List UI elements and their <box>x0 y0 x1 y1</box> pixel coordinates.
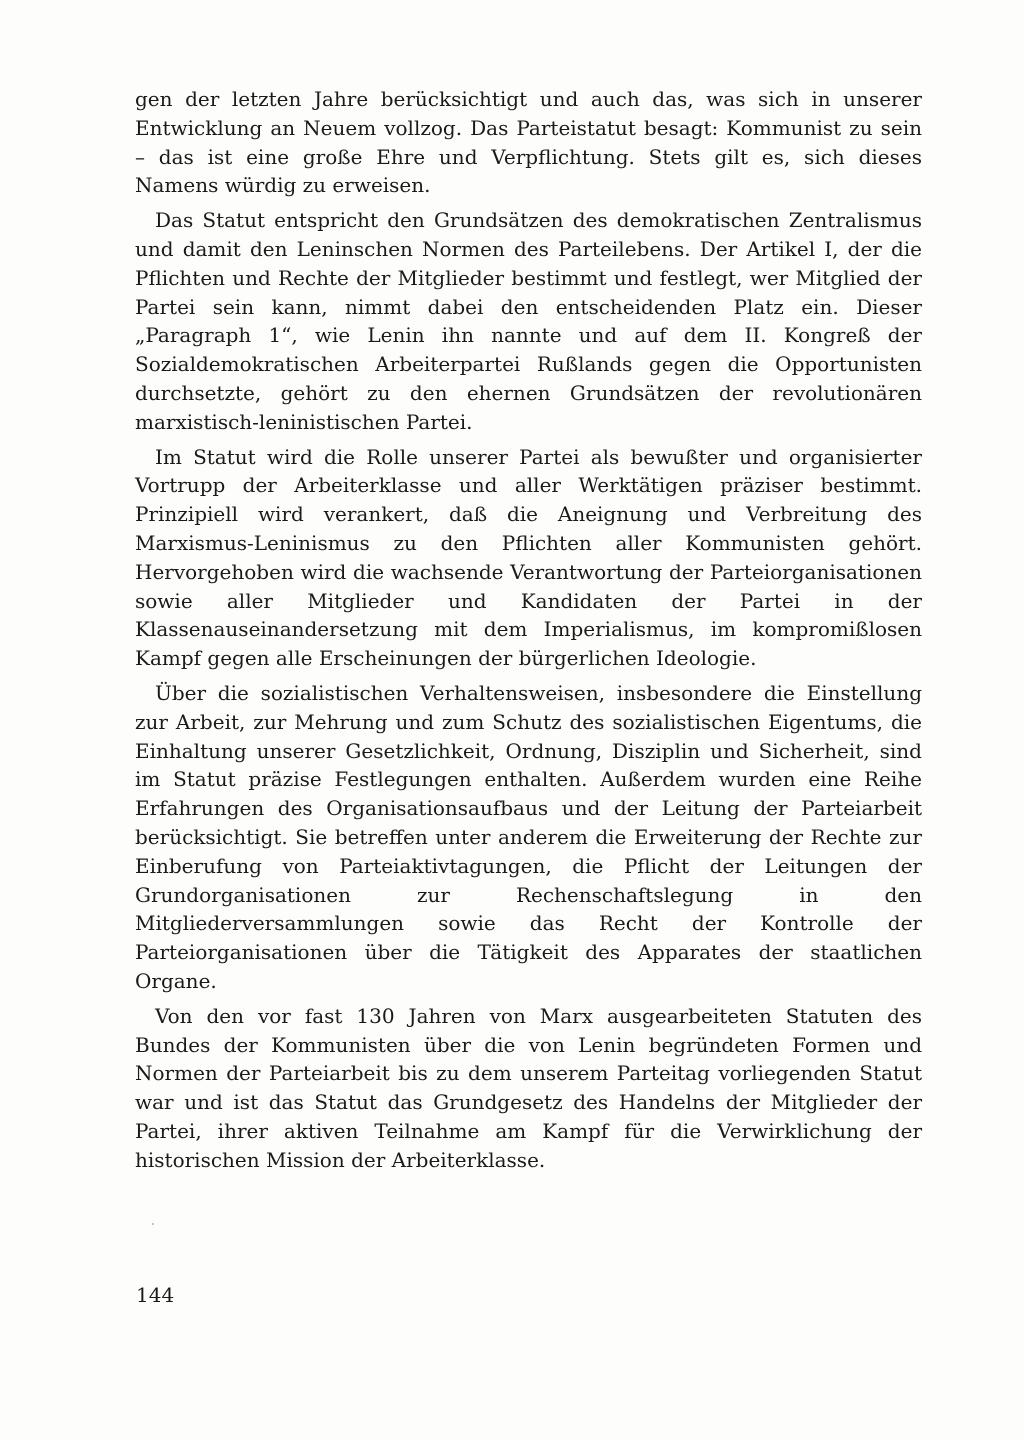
paragraph-socialist-conduct: Über die sozialistischen Verhaltensweisen, insbesondere die Einstellung zur Arbeit, zur Mehrung und zum Schutz des sozialistischen Eigentums, die Einhaltung unserer Gesetzlichkeit, Ordnung, Disziplin und Sicherheit, sind im Statut präzise Festlegungen enthalten. Außerdem wurden eine Reihe Erfahrungen des Organisationsaufbaus und der Leitung der Parteiarbeit berücksichtigt. Sie betreffen unter anderem die Erweiterung der Rechte zur Einberufung von Parteiaktivtagungen, die Pflicht der Leitungen der Grundorganisationen zur Rechenschaftslegung in den Mitgliederversammlungen sowie das Recht der Kontrolle der Parteiorganisationen über die Tätigkeit des Apparates der staatlichen Organe. <box>135 680 922 993</box>
paragraph-statute-principles: Das Statut entspricht den Grundsätzen des demokratischen Zentralismus und damit den Leninschen Normen des Parteilebens. Der Artikel I, der die Pflichten und Rechte der Mitglieder bestimmt und festlegt, wer Mitglied der Partei sein kann, nimmt dabei den entscheidenden Platz ein. Dieser „Paragraph 1“, wie Lenin ihn nannte und auf dem II. Kongreß der Sozialdemokratischen Arbeiterpartei Rußlands gegen die Opportunisten durchsetzte, gehört zu den ehernen Grundsätzen der revolutionären marxistisch-leninistischen Partei. <box>135 208 922 434</box>
page-number: 144 <box>136 1283 175 1307</box>
paragraph-party-role: Im Statut wird die Rolle unserer Partei als bewußter und organisierter Vortrupp der Arbeiterklasse und aller Werktätigen präziser bestimmt. Prinzipiell wird verankert, daß die Aneignung und Verbreitung des Marxismus-Leninismus zu den Pflichten aller Kommunisten gehört. Hervorgehoben wird die wachsende Verantwortung der Parteiorganisationen sowie aller Mitglieder und Kandidaten der Partei in der Klassenauseinandersetzung mit dem Imperialismus, im kompromißlosen Kampf gegen alle Erscheinungen der bürgerlichen Ideologie. <box>135 444 922 671</box>
paragraph-continuation: gen der letzten Jahre berücksichtigt und auch das, was sich in unserer Entwicklung an Neuem vollzog. Das Parteistatut besagt: Kommunist zu sein – das ist eine große Ehre und Verpflichtung. Stets gilt es, sich dieses Namens würdig zu erweisen. <box>135 87 922 198</box>
body-text <box>135 85 922 1180</box>
paragraph-historical-statutes: Von den vor fast 130 Jahren von Marx ausgearbeiteten Statuten des Bundes der Kommunisten über die von Lenin begründeten Formen und Normen der Parteiarbeit bis zu dem unserem Parteitag vorliegenden Statut war und ist das Statut das Grundgesetz des Handelns der Mitglieder der Partei, ihrer aktiven Teilnahme am Kampf für die Verwirklichung der historischen Mission der Arbeiterklasse. <box>135 1003 922 1172</box>
print-speck <box>152 1223 154 1225</box>
